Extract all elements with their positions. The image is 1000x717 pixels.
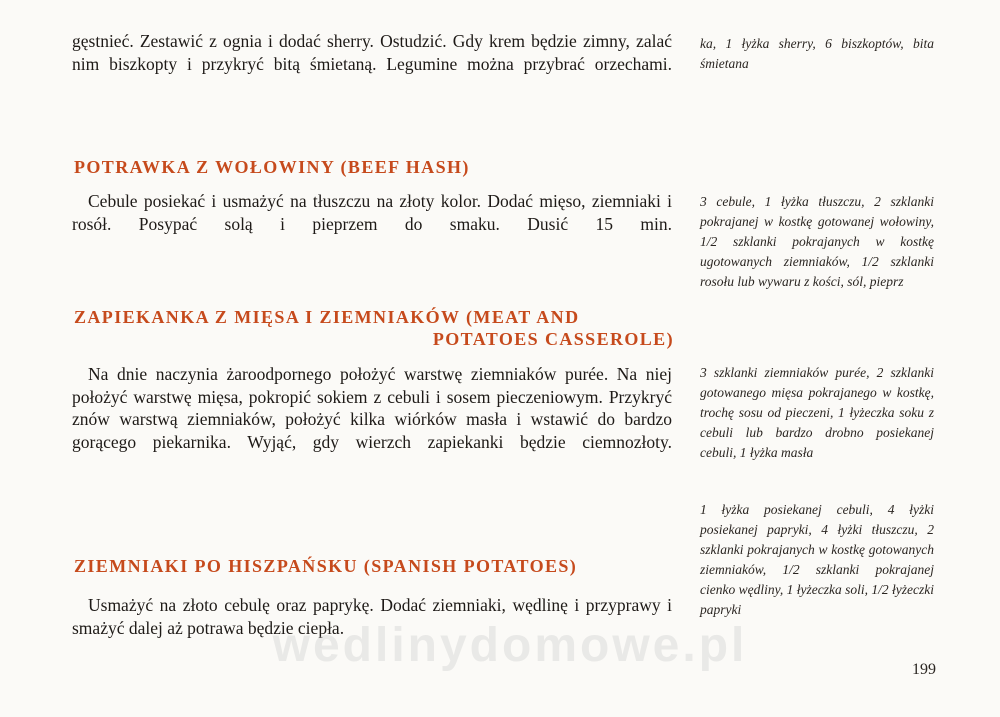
recipe-ingredients-casserole: 3 szklanki ziemniaków purée, 2 szklanki gotowanego mięsa pokrajanego w kostkę, trochę sosu od pieczeni, 1 łyżeczka soku z cebuli lub bardzo drobno posiekanej cebuli, 1 łyżka masła bbox=[700, 365, 934, 460]
recipe-ingredients-beef-hash: 3 cebule, 1 łyżka tłuszczu, 2 szklanki pokrajanej w kostkę gotowanej wołowiny, 1/2 szklanki pokrajanych w kostkę ugotowanych ziemniaków, 1/2 szklanki rosołu lub wywaru z kości, sól, pieprz bbox=[700, 194, 934, 289]
recipe-text-spanish-potatoes: Usmażyć na złoto cebulę oraz paprykę. Dodać ziemniaki, wędlinę i przyprawy i smażyć dalej aż potrawa będzie ciepła. bbox=[72, 595, 672, 638]
recipe-text-casserole: Na dnie naczynia żaroodpornego położyć warstwę ziemniaków purée. Na niej położyć warstwę mięsa, pokropić sokiem z cebuli i sosem pieczeniowym. Przykryć znów warstwą ziemniaków, położyć kilka wiórków masła i wstawić do bardzo gorącego piekarnika. Wyjąć, gdy wierzch zapiekanki będzie ciemnozłoty. bbox=[72, 364, 672, 452]
recipe-title-beef-hash: POTRAWKA Z WOŁOWINY (BEEF HASH) bbox=[74, 157, 470, 177]
recipe-ingredients-spanish-potatoes: 1 łyżka posiekanej cebuli, 4 łyżki posiekanej papryki, 4 łyżki tłuszczu, 2 szklanki pokrajanych w kostkę gotowanych ziemniaków, 1/2 szklanki pokrajanej cienko wędliny, 1 łyżeczka soli, 1/2 łyżeczki papryki bbox=[700, 502, 934, 617]
recipe-title-casserole-line1: ZAPIEKANKA Z MIĘSA I ZIEMNIAKÓW (MEAT AND bbox=[74, 307, 580, 327]
recipe-title-casserole bbox=[74, 306, 674, 350]
recipe-title-spanish-potatoes: ZIEMNIAKI PO HISZPAŃSKU (SPANISH POTATOES) bbox=[74, 556, 578, 576]
watermark: wedlinydomowe.pl bbox=[272, 619, 748, 672]
recipe-text-beef-hash: Cebule posiekać i usmażyć na tłuszczu na złoty kolor. Dodać mięso, ziemniaki i rosół. Posypać solą i pieprzem do smaku. Dusić 15 min. bbox=[72, 191, 672, 234]
recipe-title-casserole-line2: POTATOES CASSEROLE) bbox=[432, 329, 674, 349]
intro-paragraph: gęstnieć. Zestawić z ognia i dodać sherry. Ostudzić. Gdy krem będzie zimny, zalać nim biszkopty i przykryć bitą śmietaną. Legumine można przybrać orzechami. bbox=[72, 31, 672, 74]
intro-ingredients: ka, 1 łyżka sherry, 6 biszkoptów, bita śmietana bbox=[700, 36, 934, 71]
page-number: 199 bbox=[912, 661, 936, 678]
